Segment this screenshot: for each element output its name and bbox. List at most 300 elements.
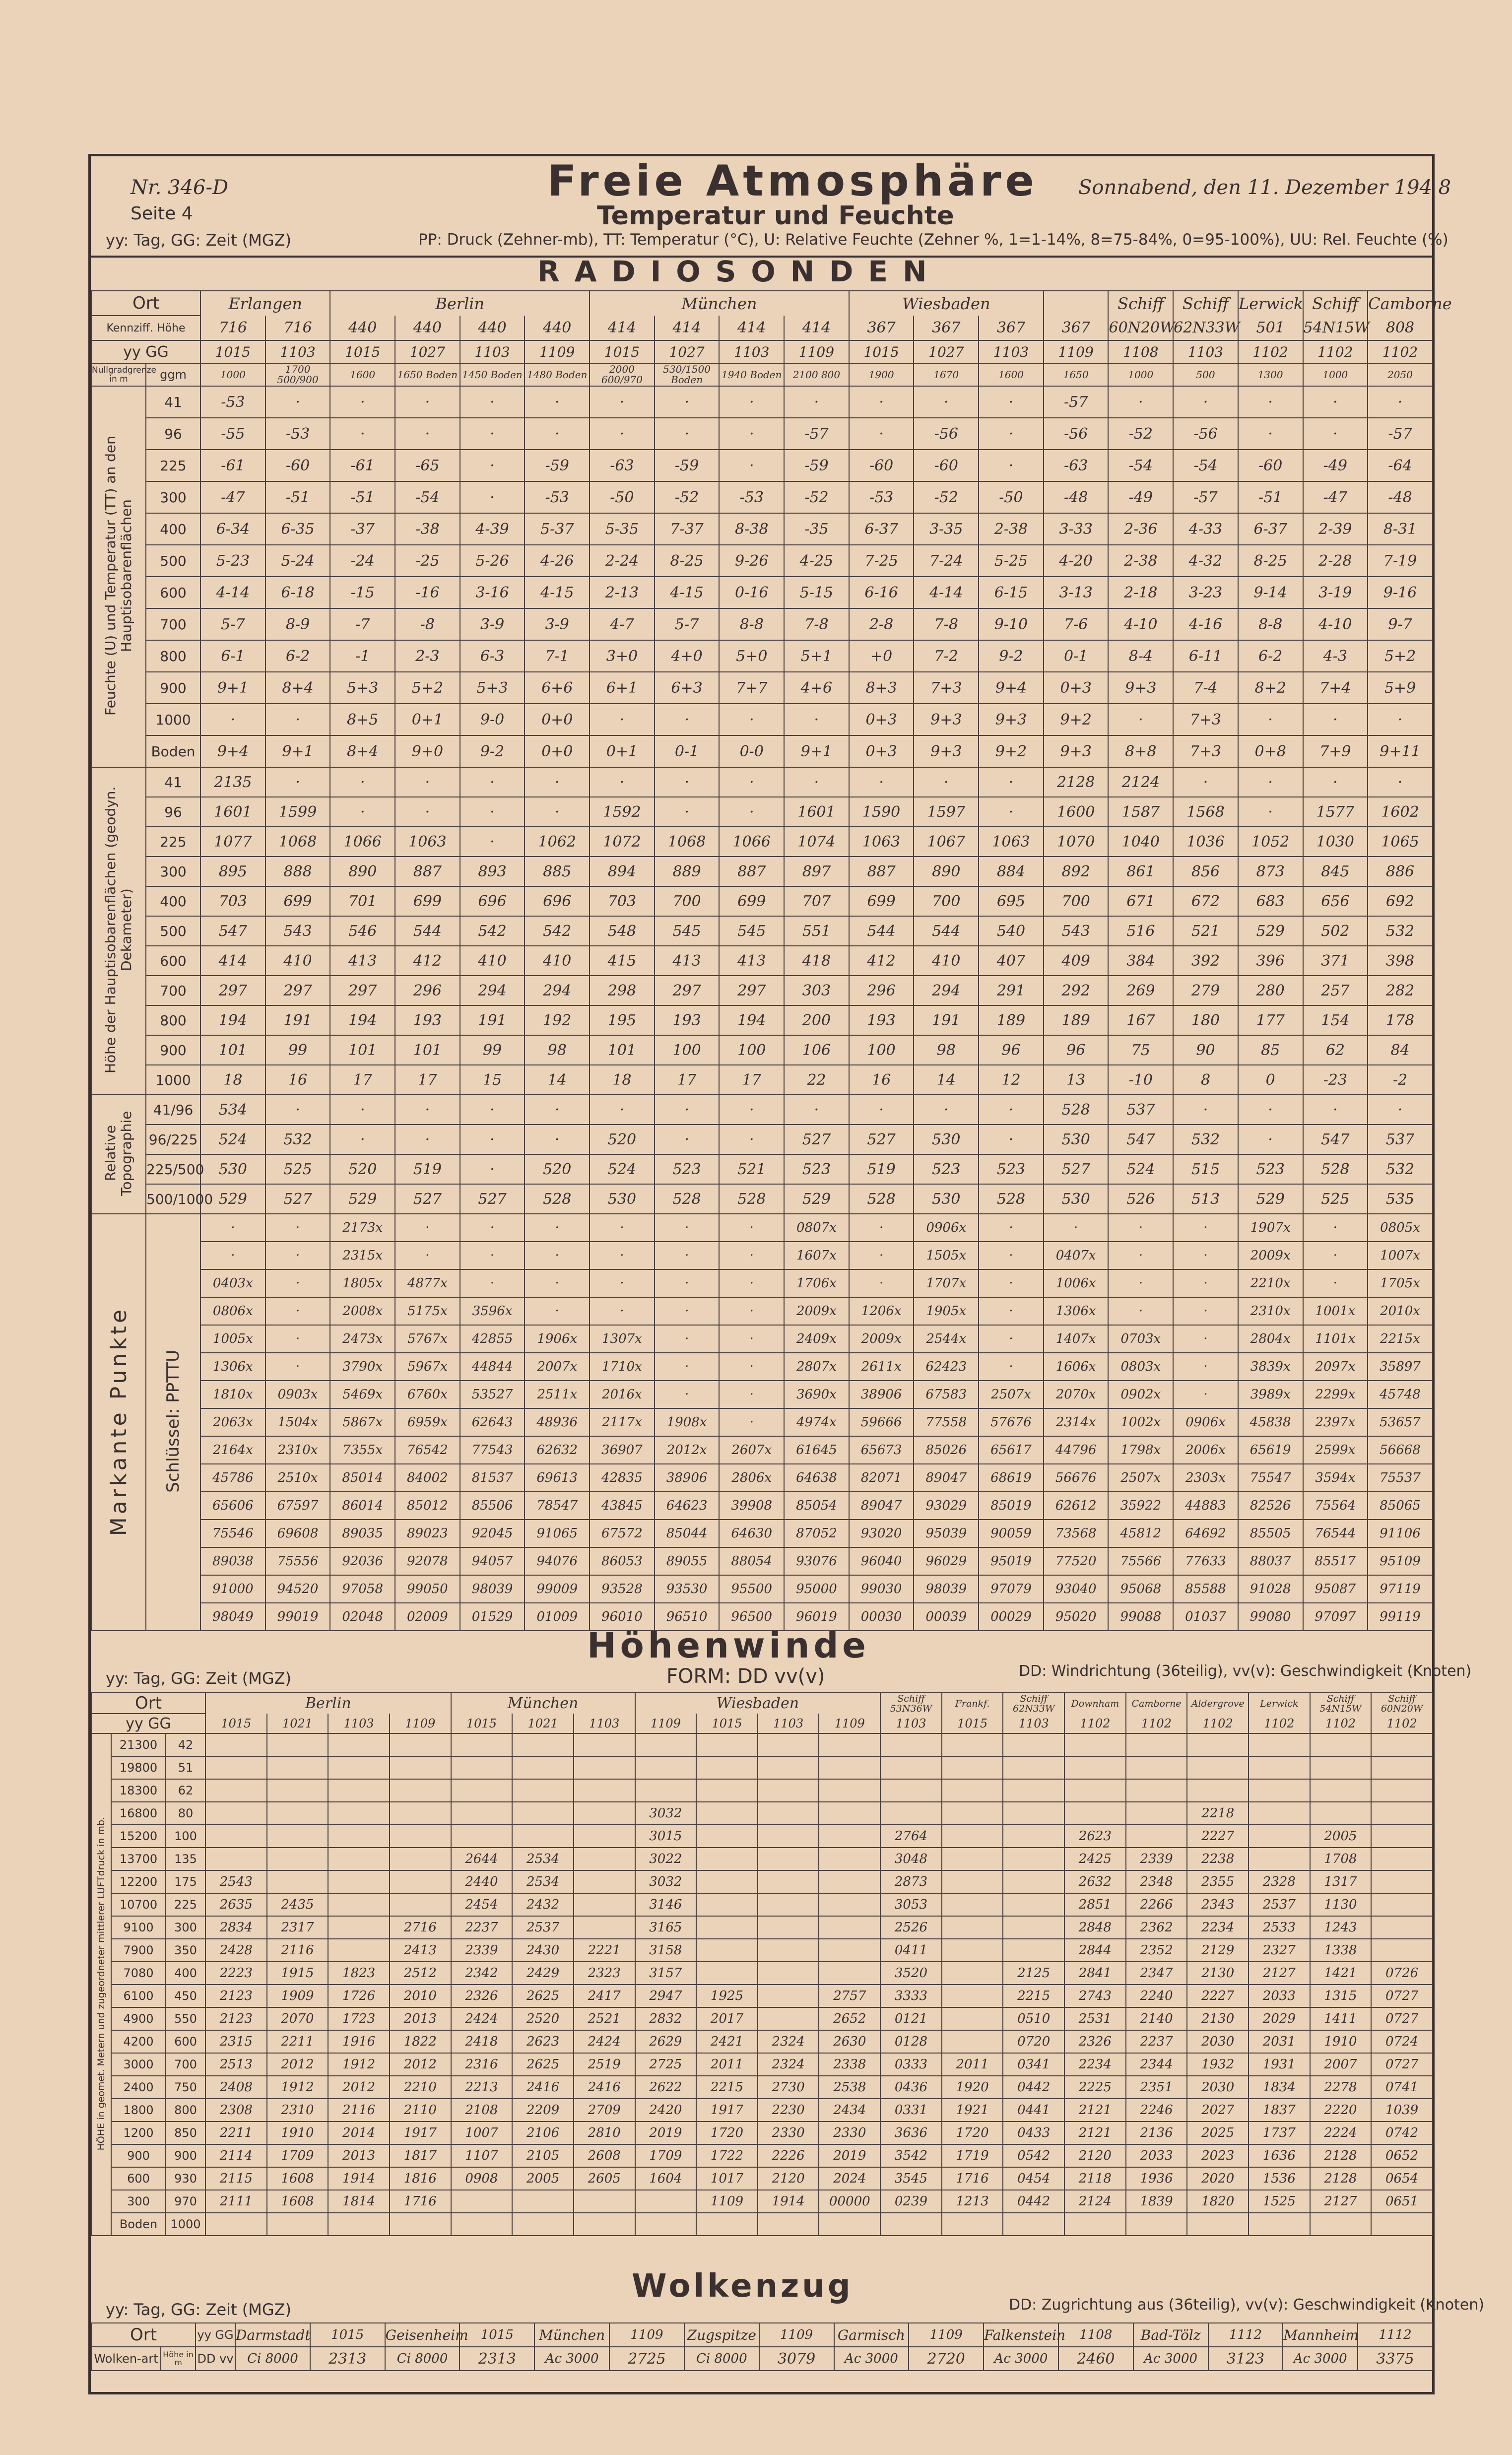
- height-cell: 1066: [330, 827, 395, 857]
- obs-time: 1103: [719, 340, 784, 363]
- significant-point-cell: 2007x: [525, 1353, 590, 1381]
- wind-cell: 2420: [635, 2099, 697, 2122]
- significant-point-cell: 0807x: [784, 1214, 849, 1242]
- significant-point-cell: 59666: [849, 1408, 914, 1436]
- wind-cell: 2110: [390, 2099, 451, 2122]
- temp-cell: ·: [330, 386, 395, 418]
- significant-point-cell: 94076: [525, 1547, 590, 1575]
- wind-cell: [880, 1756, 942, 1779]
- wind-cell: 2625: [512, 1985, 574, 2007]
- significant-point-cell: 0902x: [1108, 1381, 1173, 1408]
- temp-cell: -59: [784, 450, 849, 481]
- wind-obs-time: 1015: [451, 1714, 513, 1733]
- height-cell: 707: [784, 886, 849, 916]
- obs-time: 1103: [265, 340, 330, 363]
- wind-cell: [512, 1756, 574, 1779]
- key-cell: [146, 1214, 200, 1631]
- height-cell: 410: [525, 946, 590, 976]
- significant-point-cell: 02009: [395, 1603, 460, 1631]
- temp-cell: 8-38: [719, 513, 784, 545]
- rel-topo-cell: ·: [265, 1095, 330, 1125]
- significant-point-cell: 00039: [914, 1603, 979, 1631]
- temp-cell: 7-25: [849, 545, 914, 577]
- height-cell: 292: [1044, 976, 1109, 1005]
- temp-cell: -52: [784, 481, 849, 513]
- significant-point-cell: ·: [1108, 1269, 1173, 1297]
- temp-cell: -53: [525, 481, 590, 513]
- temp-cell: 2-13: [590, 577, 655, 608]
- wind-cell: 0720: [1003, 2030, 1064, 2053]
- wind-cell: [942, 1939, 1003, 1962]
- freezing-level-value: 1650 Boden: [395, 363, 460, 386]
- height-cell: 521: [1173, 916, 1238, 946]
- level-label: 96: [146, 418, 200, 450]
- wolken-time-legend: yy: Tag, GG: Zeit (MGZ): [106, 2300, 292, 2319]
- wind-cell: [1249, 2213, 1310, 2236]
- station-code: 60N20W: [1108, 316, 1173, 340]
- wind-cell: [819, 1848, 880, 1870]
- temp-cell: ·: [395, 386, 460, 418]
- height-cell: 672: [1173, 886, 1238, 916]
- significant-point-cell: 3989x: [1238, 1381, 1303, 1408]
- pressure-mb: 550: [166, 2007, 205, 2030]
- wind-cell: 2344: [1126, 2053, 1187, 2076]
- wind-cell: 3015: [635, 1825, 697, 1848]
- wind-cell: 1007: [451, 2122, 513, 2144]
- significant-point-cell: 99009: [525, 1575, 590, 1603]
- significant-point-cell: 85505: [1238, 1520, 1303, 1547]
- cloud-motion-value: 2313: [460, 2347, 534, 2371]
- wind-cell: 2266: [1126, 1893, 1187, 1916]
- wind-height-label: HÖHE in geomet. Metern und zugeordneter mittlerer LUFTdruck in mb.: [96, 1816, 107, 2151]
- significant-point-cell: ·: [655, 1242, 720, 1269]
- wind-cell: 2526: [880, 1916, 942, 1939]
- height-metres: 16800: [111, 1802, 166, 1825]
- height-cell: 16: [265, 1065, 330, 1095]
- rel-topo-cell: ·: [525, 1125, 590, 1154]
- wind-cell: [1003, 1939, 1064, 1962]
- height-cell: 101: [330, 1035, 395, 1065]
- significant-point-cell: 1905x: [914, 1297, 979, 1325]
- significant-point-cell: 2544x: [914, 1325, 979, 1353]
- rel-topo-cell: 529: [330, 1184, 395, 1214]
- level-label: 500/1000: [146, 1184, 200, 1214]
- wind-cell: 2330: [819, 2122, 880, 2144]
- significant-point-cell: 89047: [914, 1464, 979, 1492]
- significant-point-cell: 45812: [1108, 1520, 1173, 1547]
- wind-cell: [205, 1779, 267, 1802]
- wind-cell: [574, 1848, 635, 1870]
- station-name: Camborne: [1368, 291, 1433, 316]
- significant-point-cell: 62632: [525, 1436, 590, 1464]
- height-metres: 1800: [111, 2099, 166, 2122]
- height-cell: ·: [1238, 767, 1303, 797]
- significant-point-cell: 01529: [460, 1603, 525, 1631]
- temp-cell: 7-6: [1044, 608, 1109, 640]
- wind-cell: 2330: [758, 2122, 819, 2144]
- height-cell: 897: [784, 857, 849, 886]
- height-cell: 14: [525, 1065, 590, 1095]
- wind-cell: 1914: [328, 2167, 390, 2190]
- temp-cell: 9+3: [1044, 735, 1109, 767]
- temp-cell: 5-35: [590, 513, 655, 545]
- temp-cell: ·: [1173, 386, 1238, 418]
- level-label: 96: [146, 797, 200, 827]
- rel-topo-cell: 520: [590, 1125, 655, 1154]
- wind-cell: [1064, 1756, 1126, 1779]
- rel-topo-cell: ·: [460, 1095, 525, 1125]
- cloud-motion-value: 2720: [909, 2347, 984, 2371]
- temp-cell: ·: [784, 704, 849, 735]
- height-cell: ·: [395, 797, 460, 827]
- rel-topo-cell: ·: [979, 1095, 1044, 1125]
- wind-cell: 2339: [1126, 1848, 1187, 1870]
- temp-cell: 8+3: [849, 672, 914, 704]
- wind-cell: 2362: [1126, 1916, 1187, 1939]
- significant-point-cell: 2164x: [200, 1436, 265, 1464]
- temp-cell: 0+3: [849, 704, 914, 735]
- height-metres: 2400: [111, 2076, 166, 2099]
- wind-obs-time: 1103: [758, 1714, 819, 1733]
- significant-point-cell: 2473x: [330, 1325, 395, 1353]
- wind-cell: 1723: [328, 2007, 390, 2030]
- height-cell: 154: [1303, 1005, 1368, 1035]
- significant-point-cell: 42855: [460, 1325, 525, 1353]
- significant-point-cell: 45786: [200, 1464, 265, 1492]
- temp-cell: ·: [590, 418, 655, 450]
- temp-cell: 4-26: [525, 545, 590, 577]
- significant-point-cell: 91000: [200, 1575, 265, 1603]
- height-cell: ·: [525, 797, 590, 827]
- height-cell: 189: [979, 1005, 1044, 1035]
- significant-point-cell: 77520: [1044, 1547, 1109, 1575]
- wind-cell: 2622: [635, 2076, 697, 2099]
- wind-cell: [696, 1870, 758, 1893]
- significant-point-cell: 95087: [1303, 1575, 1368, 1603]
- wind-cell: 1709: [635, 2144, 697, 2167]
- wind-obs-time: 1102: [1249, 1714, 1310, 1733]
- significant-point-cell: 1707x: [914, 1269, 979, 1297]
- wind-cell: 2605: [574, 2167, 635, 2190]
- significant-point-cell: 89023: [395, 1520, 460, 1547]
- wind-cell: 2120: [1064, 2144, 1126, 2167]
- station-name: Berlin: [330, 291, 590, 316]
- wind-cell: [1371, 1939, 1433, 1962]
- wind-cell: [328, 2213, 390, 2236]
- significant-point-cell: 1005x: [200, 1325, 265, 1353]
- significant-point-cell: 85506: [460, 1492, 525, 1520]
- wind-legend: DD: Windrichtung (36teilig), vv(v): Geschwindigkeit (Knoten): [1019, 1662, 1472, 1680]
- wind-cell: 2218: [1187, 1802, 1249, 1825]
- temp-cell: 3-19: [1303, 577, 1368, 608]
- significant-point-cell: 57676: [979, 1408, 1044, 1436]
- height-cell: 1602: [1368, 797, 1433, 827]
- wind-cell: 2116: [267, 1939, 329, 1962]
- wind-cell: 2435: [267, 1893, 329, 1916]
- wind-cell: 3146: [635, 1893, 697, 1916]
- wind-cell: 1834: [1249, 2076, 1310, 2099]
- significant-point-cell: 94520: [265, 1575, 330, 1603]
- height-cell: 193: [655, 1005, 720, 1035]
- significant-point-cell: 43845: [590, 1492, 655, 1520]
- wind-cell: [205, 1756, 267, 1779]
- wind-cell: 2019: [819, 2144, 880, 2167]
- height-cell: 1568: [1173, 797, 1238, 827]
- temp-cell: -53: [200, 386, 265, 418]
- significant-point-cell: 69608: [265, 1520, 330, 1547]
- temp-cell: -47: [1303, 481, 1368, 513]
- wind-cell: [1003, 1756, 1064, 1779]
- wind-cell: [1126, 1779, 1187, 1802]
- significant-point-cell: 93040: [1044, 1575, 1109, 1603]
- significant-point-cell: ·: [719, 1353, 784, 1381]
- wind-cell: 2644: [451, 1848, 513, 1870]
- rel-topo-cell: 534: [200, 1095, 265, 1125]
- temp-cell: 9-2: [979, 640, 1044, 672]
- station-code: 440: [525, 316, 590, 340]
- wind-cell: [758, 1756, 819, 1779]
- temp-cell: -8: [395, 608, 460, 640]
- rel-topo-cell: 525: [1303, 1184, 1368, 1214]
- significant-point-cell: ·: [979, 1297, 1044, 1325]
- wind-cell: 1720: [696, 2122, 758, 2144]
- wind-cell: 2428: [205, 1939, 267, 1962]
- temp-cell: 8-4: [1108, 640, 1173, 672]
- wind-cell: 2215: [696, 2076, 758, 2099]
- temp-cell: 8-8: [719, 608, 784, 640]
- wind-cell: [451, 1733, 513, 1756]
- temp-cell: -52: [1108, 418, 1173, 450]
- wind-obs-time: 1102: [1310, 1714, 1372, 1733]
- temp-cell: ·: [1368, 704, 1433, 735]
- wind-cell: [390, 1802, 451, 1825]
- wind-cell: 2106: [512, 2122, 574, 2144]
- wind-cell: [635, 1733, 697, 1756]
- height-cell: 1600: [1044, 797, 1109, 827]
- wind-cell: 3545: [880, 2167, 942, 2190]
- wind-cell: [635, 1756, 697, 1779]
- height-cell: 1068: [655, 827, 720, 857]
- height-cell: 371: [1303, 946, 1368, 976]
- wind-cell: 2129: [1187, 1939, 1249, 1962]
- rel-topo-cell: 527: [1044, 1154, 1109, 1184]
- temp-cell: 5-37: [525, 513, 590, 545]
- significant-point-cell: 45748: [1368, 1381, 1433, 1408]
- height-cell: 2135: [200, 767, 265, 797]
- freezing-level-unit: ggm: [146, 363, 200, 386]
- significant-point-cell: ·: [525, 1297, 590, 1325]
- significant-point-cell: 77633: [1173, 1547, 1238, 1575]
- rel-topo-cell: 537: [1108, 1095, 1173, 1125]
- height-cell: ·: [460, 797, 525, 827]
- cloud-station-name: Bad-Tölz: [1133, 2323, 1208, 2347]
- significant-point-cell: 56668: [1368, 1436, 1433, 1464]
- significant-point-cell: 2016x: [590, 1381, 655, 1408]
- wind-cell: [942, 1962, 1003, 1985]
- wind-cell: 0651: [1371, 2190, 1433, 2213]
- wind-cell: [267, 2213, 329, 2236]
- temp-cell: 9+3: [979, 704, 1044, 735]
- significant-point-cell: 98049: [200, 1603, 265, 1631]
- freezing-level-value: 1700 500/900: [265, 363, 330, 386]
- freezing-level-label: Nullgradgrenze in m: [91, 363, 146, 386]
- wind-cell: [758, 2007, 819, 2030]
- wind-cell: [574, 1756, 635, 1779]
- temp-cell: 9+2: [979, 735, 1044, 767]
- height-cell: 297: [265, 976, 330, 1005]
- height-cell: 297: [200, 976, 265, 1005]
- wind-cell: 3333: [880, 1985, 942, 2007]
- rel-topo-cell: 530: [1044, 1125, 1109, 1154]
- height-metres: 7080: [111, 1962, 166, 1985]
- significant-point-cell: 61645: [784, 1436, 849, 1464]
- height-cell: 1063: [979, 827, 1044, 857]
- wind-cell: 2136: [1126, 2122, 1187, 2144]
- freezing-level-value: 2050: [1368, 363, 1433, 386]
- cloud-motion-value: 3375: [1358, 2347, 1433, 2371]
- height-cell: 545: [719, 916, 784, 946]
- significant-point-cell: 97119: [1368, 1575, 1433, 1603]
- wind-cell: 2025: [1187, 2122, 1249, 2144]
- temp-cell: 9+1: [265, 735, 330, 767]
- temp-cell: 6-35: [265, 513, 330, 545]
- temp-cell: ·: [719, 418, 784, 450]
- temp-cell: -57: [1173, 481, 1238, 513]
- cloud-motion-value: 3123: [1208, 2347, 1283, 2371]
- height-cell: 17: [655, 1065, 720, 1095]
- wind-cell: 1914: [758, 2190, 819, 2213]
- significant-point-cell: 1908x: [655, 1408, 720, 1436]
- temp-cell: ·: [914, 386, 979, 418]
- significant-point-cell: 00030: [849, 1603, 914, 1631]
- significant-point-cell: 67572: [590, 1520, 655, 1547]
- height-cell: 98: [914, 1035, 979, 1065]
- wind-cell: 2215: [1003, 1985, 1064, 2007]
- wind-cell: 1814: [328, 2190, 390, 2213]
- rel-topo-cell: 528: [1303, 1154, 1368, 1184]
- height-cell: 13: [1044, 1065, 1109, 1095]
- height-cell: 17: [395, 1065, 460, 1095]
- significant-point-cell: 95020: [1044, 1603, 1109, 1631]
- temp-cell: ·: [1238, 704, 1303, 735]
- station-code: 440: [460, 316, 525, 340]
- pressure-mb: 225: [166, 1893, 205, 1916]
- station-name: Schiff: [1108, 291, 1173, 316]
- significant-point-cell: ·: [849, 1269, 914, 1297]
- significant-point-cell: 97058: [330, 1575, 395, 1603]
- significant-point-cell: 53527: [460, 1381, 525, 1408]
- wind-obs-time: 1109: [635, 1714, 697, 1733]
- wind-cell: [1126, 1756, 1187, 1779]
- wind-cell: 0727: [1371, 2007, 1433, 2030]
- temp-cell: 6-37: [849, 513, 914, 545]
- height-cell: 699: [719, 886, 784, 916]
- temp-cell: 5-25: [979, 545, 1044, 577]
- wind-cell: 1726: [328, 1985, 390, 2007]
- wind-cell: 1525: [1249, 2190, 1310, 2213]
- wind-cell: [267, 1848, 329, 1870]
- level-label: 300: [146, 481, 200, 513]
- height-cell: 656: [1303, 886, 1368, 916]
- significant-point-cell: 2607x: [719, 1436, 784, 1464]
- wind-cell: 1910: [267, 2122, 329, 2144]
- geopotential-group-text: Höhe der Hauptisobarenflächen (geodyn. Dekameter): [102, 786, 134, 1074]
- temp-cell: 0+1: [395, 704, 460, 735]
- wind-station-name: Schiff 62N33W: [1003, 1693, 1064, 1714]
- height-cell: 279: [1173, 976, 1238, 1005]
- temp-cell: ·: [1108, 704, 1173, 735]
- significant-point-cell: 78547: [525, 1492, 590, 1520]
- wind-cell: 2537: [1249, 1893, 1310, 1916]
- temp-cell: 5+3: [330, 672, 395, 704]
- wind-cell: 3520: [880, 1962, 942, 1985]
- significant-point-cell: 2063x: [200, 1408, 265, 1436]
- wind-cell: [942, 1916, 1003, 1939]
- temp-cell: -63: [590, 450, 655, 481]
- significant-point-cell: 01037: [1173, 1603, 1238, 1631]
- report-number: Nr. 346-D: [131, 176, 229, 199]
- wind-cell: [1003, 1870, 1064, 1893]
- height-cell: 890: [914, 857, 979, 886]
- significant-point-cell: ·: [265, 1325, 330, 1353]
- height-cell: 1599: [265, 797, 330, 827]
- wind-cell: 1709: [267, 2144, 329, 2167]
- wind-cell: 1243: [1310, 1916, 1372, 1939]
- wind-cell: 0741: [1371, 2076, 1433, 2099]
- significant-point-cell: ·: [265, 1214, 330, 1242]
- wind-cell: 1338: [1310, 1939, 1372, 1962]
- wind-cell: [696, 1779, 758, 1802]
- wind-cell: [512, 1779, 574, 1802]
- significant-point-cell: 2314x: [1044, 1408, 1109, 1436]
- wind-obs-time: 1102: [1187, 1714, 1249, 1733]
- rel-topo-cell: ·: [655, 1125, 720, 1154]
- wind-cell: [880, 2213, 942, 2236]
- wind-cell: 1315: [1310, 1985, 1372, 2007]
- wind-cell: 2209: [512, 2099, 574, 2122]
- wind-cell: 0654: [1371, 2167, 1433, 2190]
- wind-cell: [1310, 1756, 1372, 1779]
- wind-cell: 1816: [390, 2167, 451, 2190]
- station-code: 414: [590, 316, 655, 340]
- height-metres: 15200: [111, 1825, 166, 1848]
- significant-point-cell: 0803x: [1108, 1353, 1173, 1381]
- station-code: 414: [655, 316, 720, 340]
- temp-cell: 7-37: [655, 513, 720, 545]
- temp-cell: 8-8: [1238, 608, 1303, 640]
- height-cell: 200: [784, 1005, 849, 1035]
- temp-cell: ·: [849, 386, 914, 418]
- wind-cell: [1310, 1802, 1372, 1825]
- significant-point-cell: 89055: [655, 1547, 720, 1575]
- height-cell: ·: [1173, 767, 1238, 797]
- wind-cell: 1737: [1249, 2122, 1310, 2144]
- temp-cell: -48: [1044, 481, 1109, 513]
- wind-cell: [942, 1985, 1003, 2007]
- wind-cell: 2105: [512, 2144, 574, 2167]
- temp-cell: -56: [914, 418, 979, 450]
- significant-point-cell: 95019: [979, 1547, 1044, 1575]
- height-cell: 98: [525, 1035, 590, 1065]
- obs-time: 1109: [784, 340, 849, 363]
- wind-cell: [819, 1756, 880, 1779]
- wind-cell: [819, 1939, 880, 1962]
- temp-cell: 0+3: [849, 735, 914, 767]
- temp-cell: -57: [1368, 418, 1433, 450]
- height-cell: 692: [1368, 886, 1433, 916]
- height-cell: 547: [200, 916, 265, 946]
- significant-point-cell: 75566: [1108, 1547, 1173, 1575]
